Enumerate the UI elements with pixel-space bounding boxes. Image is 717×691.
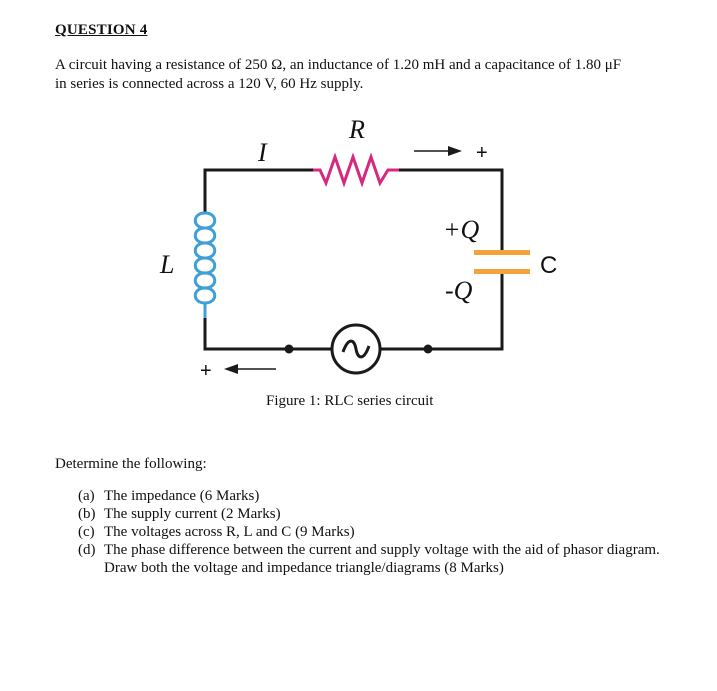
capacitor-label: C xyxy=(540,252,558,279)
question-heading: QUESTION 4 xyxy=(55,22,148,38)
resistor-label: R xyxy=(349,115,365,144)
capacitor-symbol xyxy=(474,250,530,274)
task-text: The phase difference between the current and supply voltage with the aid of phasor diagram. Draw both the voltage and impedance triangle/diagrams (8 Marks) xyxy=(104,542,660,576)
task-list xyxy=(78,487,678,577)
figure-caption: Figure 1: RLC series circuit xyxy=(266,393,434,409)
task-marker: (d) xyxy=(78,542,96,558)
bottom-wire-left xyxy=(205,318,330,349)
resistor-symbol xyxy=(313,157,399,183)
capacitor-plate-bottom xyxy=(474,269,530,274)
task-marker: (a) xyxy=(78,488,95,504)
task-marker: (b) xyxy=(78,506,96,522)
top-arrow-icon xyxy=(414,146,462,156)
ac-source-symbol xyxy=(332,325,380,373)
bottom-arrow-icon xyxy=(224,364,276,374)
task-item-c xyxy=(78,523,678,541)
circuit-wires xyxy=(205,170,502,349)
task-item-a xyxy=(78,487,678,505)
problem-line-1: A circuit having a resistance of 250 Ω, an inductance of 1.20 mH and a capacitance of 1.80 μF xyxy=(55,57,622,73)
top-polarity-label: + xyxy=(476,142,488,164)
minus-q-label: -Q xyxy=(445,276,473,305)
problem-line-2: in series is connected across a 120 V, 60 Hz supply. xyxy=(55,76,364,92)
capacitor-plate-top xyxy=(474,250,530,255)
task-marker: (c) xyxy=(78,524,95,540)
junction-dot-right xyxy=(424,345,433,354)
right-wire-lower xyxy=(382,274,502,349)
task-text: The supply current (2 Marks) xyxy=(104,506,281,522)
current-label: I xyxy=(258,138,267,167)
junction-dot-left xyxy=(285,345,294,354)
determine-heading: Determine the following: xyxy=(55,456,207,472)
task-text: The impedance (6 Marks) xyxy=(104,488,260,504)
plus-q-label: +Q xyxy=(443,215,480,244)
top-wire-left xyxy=(205,170,313,213)
task-item-d xyxy=(78,541,678,577)
inductor-label: L xyxy=(160,250,175,279)
bottom-polarity-label: + xyxy=(200,360,212,382)
inductor-symbol xyxy=(195,213,215,318)
task-item-b xyxy=(78,505,678,523)
task-text: The voltages across R, L and C (9 Marks) xyxy=(104,524,355,540)
